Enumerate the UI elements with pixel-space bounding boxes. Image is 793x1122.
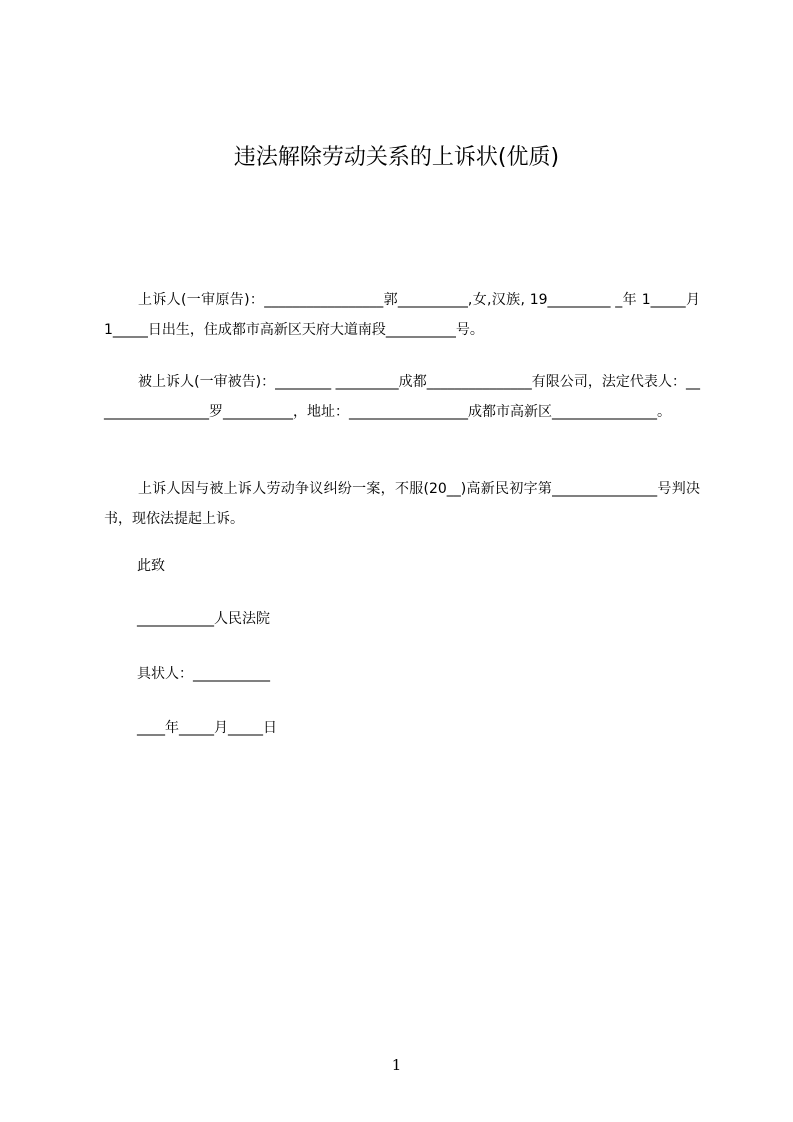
appeal-reason-paragraph: 上诉人因与被上诉人劳动争议纠纷一案，不服(20__)高新民初字第_______________号判决书，现依法提起上诉。 (104, 481, 700, 527)
court-line: ___________人民法院 (137, 611, 270, 627)
salutation-line: 此致 (137, 558, 165, 574)
signer-line: 具状人：___________ (137, 666, 270, 682)
date-line: ____年_____月_____日 (137, 720, 277, 736)
document-title: 违法解除劳动关系的上诉状(优质) (233, 145, 560, 170)
appellant-paragraph: 上诉人(一审原告)：_________________郭__________,女,汉族, 19_________ _年 1_____月 1_____日出生，住成都市高新区天府大道南段__________号。 (104, 292, 700, 338)
page-number: 1 (391, 1056, 402, 1074)
appellee-paragraph: 被上诉人(一审被告)：________ _________成都_______________有限公司，法定代表人：_________________罗__________，地址：_________________成都市高新区_______________。 (104, 374, 700, 420)
